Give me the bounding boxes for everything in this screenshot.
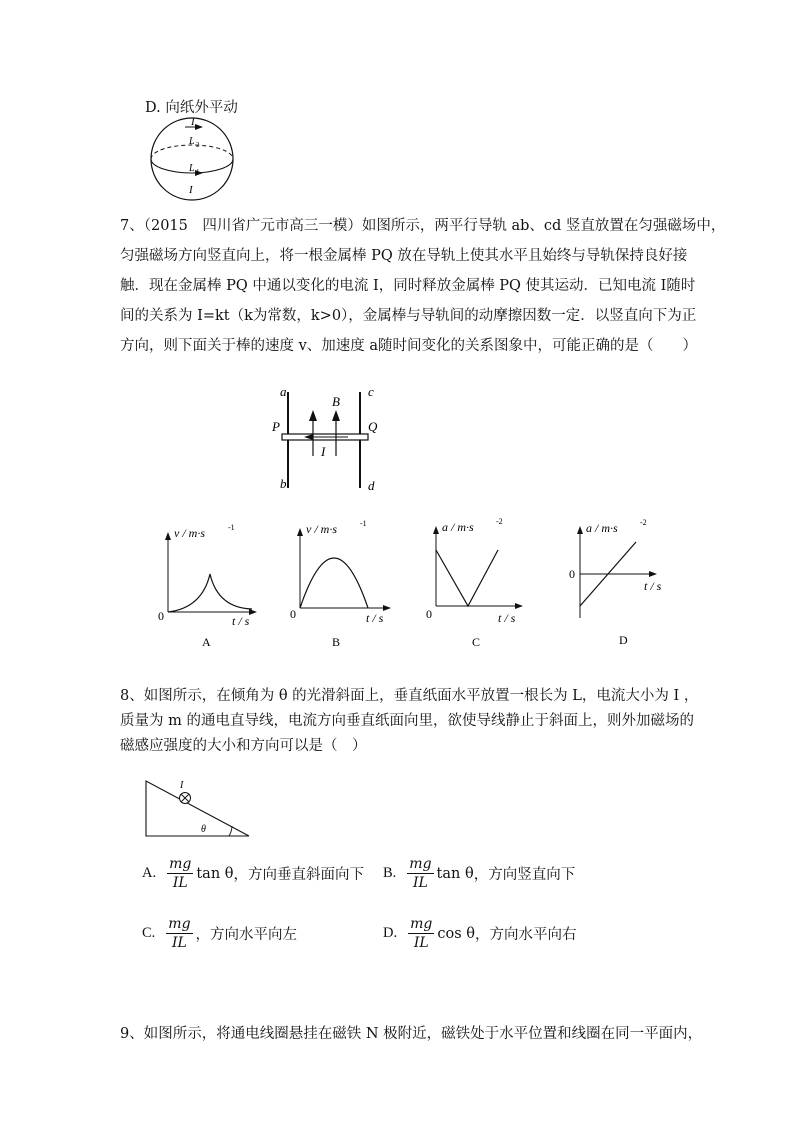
y-axis-label: v / m·s <box>174 526 205 540</box>
l1-label: L <box>189 163 195 174</box>
option-label: B. <box>383 865 397 881</box>
x-axis-arrow-icon <box>515 603 523 609</box>
origin-label: 0 <box>290 607 296 621</box>
q8-line: 8、如图所示，在倾角为 θ 的光滑斜面上，垂直纸面水平放置一根长为 L，电流大小为 I ， <box>120 688 699 704</box>
current-label-top: I <box>191 116 195 128</box>
option-label: C. <box>142 925 156 941</box>
q8-line: 磁感应强度的大小和方向可以是（ ） <box>120 738 367 754</box>
q7-line: 间的关系为 I=kt（k为常数，k>0），金属棒与导轨间的动摩擦因数一定．以竖直向下为正 <box>120 308 697 324</box>
q8-incline-diagram <box>143 778 255 840</box>
x-axis-label: t / s <box>366 611 384 625</box>
angle-arc <box>229 826 232 836</box>
q7-graph-d <box>564 518 679 654</box>
y-axis-exp: -1 <box>360 519 367 528</box>
y-axis-exp: -2 <box>640 518 647 527</box>
x-axis-arrow-icon <box>383 605 391 611</box>
curve-c <box>436 550 498 606</box>
q7-line: 匀强磁场方向竖直向上，将一根金属棒 PQ 放在导轨上使其水平且始终与导轨保持良好接 <box>120 248 688 264</box>
y-axis-arrow-icon <box>165 532 171 540</box>
graph-letter: C <box>472 635 481 649</box>
trig-term: cos θ <box>437 925 475 942</box>
y-axis-arrow-icon <box>297 528 303 536</box>
l2-subscript: 2 <box>196 141 200 149</box>
y-axis-exp: -1 <box>228 523 235 532</box>
q7-rails-diagram <box>268 384 393 496</box>
q7-graph-c <box>422 518 537 654</box>
fraction-mg-il: $\frac{mg}{IL}$ <box>409 856 432 891</box>
y-axis-arrow-icon <box>577 526 583 534</box>
x-axis-label: t / s <box>644 579 662 593</box>
q8-option-d <box>383 915 577 952</box>
x-axis-arrow-icon <box>249 609 257 615</box>
incline-triangle <box>146 781 249 836</box>
q6-option-d: D. 向纸外平动 <box>145 100 238 116</box>
y-axis-arrow-icon <box>433 526 439 534</box>
q8-option-a <box>142 855 364 892</box>
current-label: I <box>180 780 184 791</box>
label-d: d <box>368 478 375 493</box>
trig-term: tan θ <box>196 865 234 882</box>
graph-letter: A <box>202 635 211 649</box>
option-text: ，方向水平向左 <box>195 927 298 943</box>
q7-graph-b <box>286 518 401 654</box>
y-axis-label: v / m·s <box>306 522 337 536</box>
option-text: ，方向垂直斜面向下 <box>233 867 365 883</box>
label-b: b <box>280 476 287 491</box>
x-axis-label: t / s <box>232 614 250 628</box>
label-current: I <box>321 444 326 459</box>
trig-term: tan θ <box>436 865 474 882</box>
option-label: A. <box>142 865 157 881</box>
graph-letter: D <box>619 633 628 647</box>
q9-text: 9、如图所示，将通电线圈悬挂在磁铁 N 极附近，磁铁处于水平位置和线圈在同一平面内， <box>120 1026 703 1042</box>
label-c: c <box>368 384 374 399</box>
q8-line: 质量为 m 的通电直导线，电流方向垂直纸面向里，欲使导线静止于斜面上，则外加磁场的 <box>120 713 694 729</box>
origin-label: 0 <box>158 609 164 623</box>
q7-text <box>120 214 726 358</box>
loop-l2-back <box>151 145 233 159</box>
q8-option-b <box>383 855 575 892</box>
q7-line: 触．现在金属棒 PQ 中通以变化的电流 I，同时释放金属棒 PQ 使其运动．已知电流 I随时 <box>120 278 696 294</box>
arrow-up-icon <box>309 410 317 421</box>
l2-label: L <box>189 136 195 147</box>
label-a: a <box>280 384 287 399</box>
q8-option-c <box>142 915 297 952</box>
l1-subscript: 1 <box>196 168 200 176</box>
q7-graph-a <box>152 518 267 654</box>
q7-line: 7、（2015 四川省广元市高三一模）如图所示，两平行导轨 ab、cd 竖直放置在匀强磁场中， <box>120 218 726 234</box>
label-q: Q <box>368 419 378 434</box>
fraction-mg-il: $\frac{mg}{IL}$ <box>168 916 191 951</box>
origin-label: 0 <box>426 607 432 621</box>
option-label: D. <box>383 925 398 941</box>
x-axis-arrow-icon <box>649 571 657 577</box>
label-b-field: B <box>332 394 340 409</box>
q8-text <box>120 684 699 758</box>
y-axis-label: a / m·s <box>442 520 474 534</box>
arrow-right-icon <box>195 124 203 130</box>
option-text: ，方向竖直向下 <box>473 867 576 883</box>
fraction-mg-il: $\frac{mg}{IL}$ <box>169 856 192 891</box>
curve-a <box>168 574 252 612</box>
origin-label: 0 <box>569 567 575 581</box>
q6-sphere-diagram <box>145 116 240 202</box>
label-p: P <box>272 419 280 434</box>
q7-line: 方向，则下面关于棒的速度 v、加速度 a随时间变化的关系图象中，可能正确的是（ ） <box>120 338 698 354</box>
current-label-bottom: I <box>189 184 193 196</box>
fraction-mg-il: $\frac{mg}{IL}$ <box>410 916 433 951</box>
curve-b <box>300 558 368 608</box>
y-axis-exp: -2 <box>496 518 503 526</box>
y-axis-label: a / m·s <box>586 521 618 535</box>
option-text: ，方向水平向右 <box>475 927 577 943</box>
arrow-up-icon <box>332 410 340 421</box>
graph-letter: B <box>332 635 341 649</box>
x-axis-label: t / s <box>498 611 516 625</box>
angle-label: θ <box>201 824 206 835</box>
